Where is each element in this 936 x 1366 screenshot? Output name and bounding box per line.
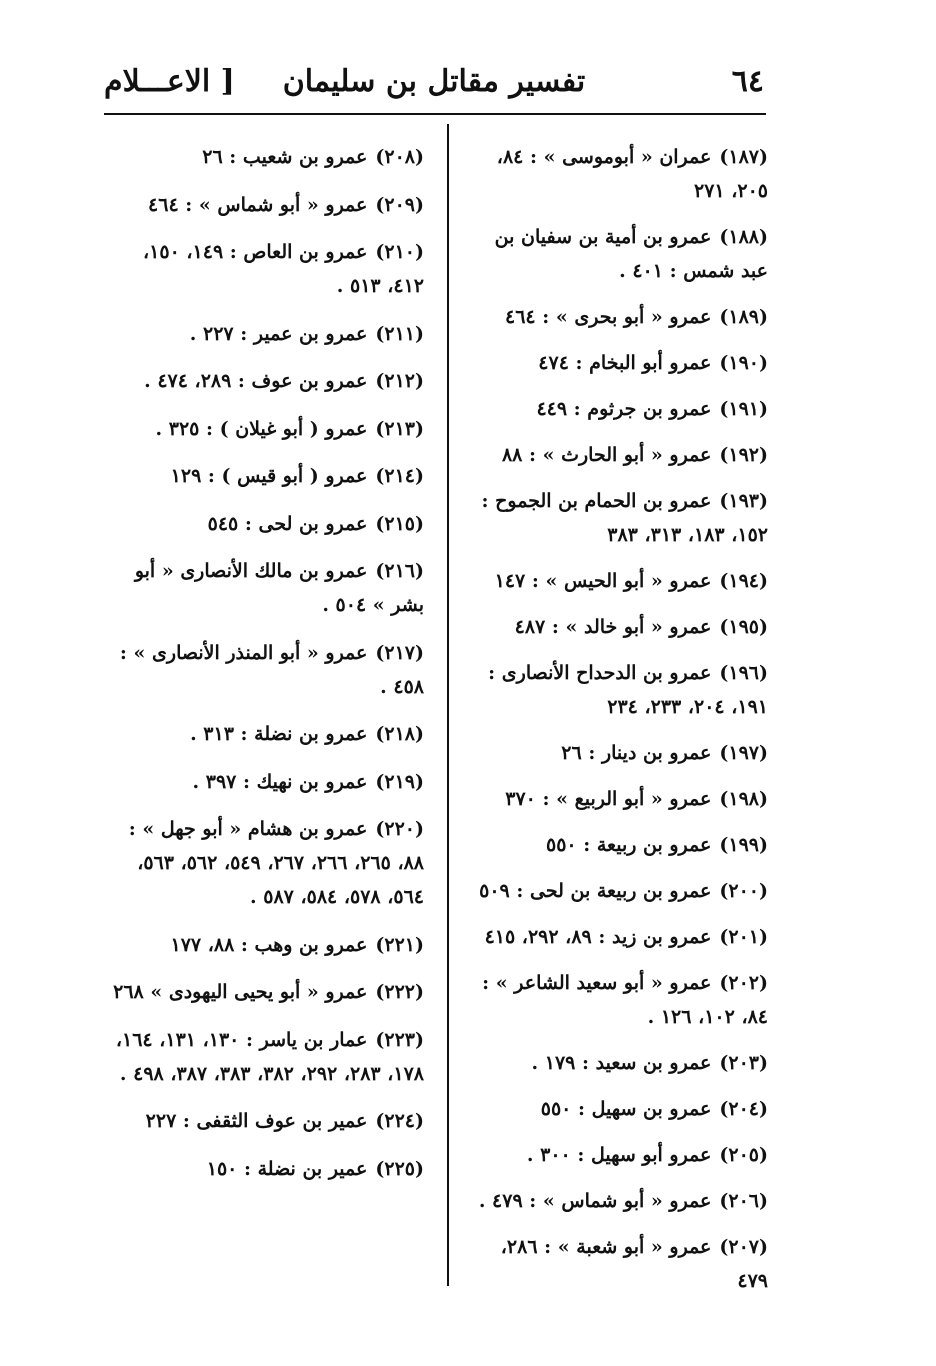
- index-entry: [468, 966, 768, 1034]
- entry-text: عمرو بن أمية بن سفيان بن عبد شمس : ٤٠١ .: [494, 226, 768, 282]
- entry-text: عمرو بن ربيعة بن لحى : ٥٠٩: [479, 880, 712, 902]
- index-entry: [104, 636, 424, 704]
- entry-text: عمار بن ياسر : ١٣٠، ١٣١، ١٦٤، ١٧٨، ٢٨٣، ٢٩٢، ٣٨٢، ٣٨٣، ٣٨٧، ٤٩٨ .: [115, 1028, 424, 1085]
- entry-text: عمرو بن نضلة : ٣١٣ .: [190, 723, 368, 745]
- entry-text: عمير بن عوف الثقفى : ٢٢٧: [145, 1110, 368, 1132]
- entry-text: عمرو بن لحى : ٥٤٥: [207, 512, 368, 535]
- entry-text: عمران « أبوموسى » : ٨٤، ٢٠٥، ٢٧١: [496, 146, 768, 202]
- index-entry: [468, 346, 768, 380]
- index-entry: [104, 554, 424, 622]
- index-entry: [468, 438, 768, 472]
- index-entry: [104, 1104, 424, 1138]
- entry-text: عمرو أبو البخام : ٤٧٤: [538, 352, 712, 374]
- entry-text: عمرو بن هشام « أبو جهل » : ٨٨، ٢٦٥، ٢٦٦، ٢٦٧، ٥٤٩، ٥٦٢، ٥٦٣، ٥٦٤، ٥٧٨، ٥٨٤، ٥٨٧ .: [128, 818, 424, 908]
- entry-number: (٢٠١): [719, 926, 768, 948]
- index-entry: [468, 300, 768, 334]
- index-entry: [104, 1152, 424, 1186]
- entry-number: (٢٠٨): [375, 146, 424, 168]
- index-entry: [104, 765, 424, 799]
- entry-number: (٢١٢): [375, 370, 424, 392]
- index-entry: [104, 235, 424, 303]
- entry-number: (١٨٩): [719, 306, 768, 328]
- index-entry: [104, 1023, 424, 1091]
- entry-number: (٢١٩): [375, 770, 424, 793]
- index-entry: [104, 717, 424, 751]
- section-heading: [ الاعـــلام: [104, 64, 235, 99]
- entry-text: عمرو « أبو شماس » : ٤٦٤: [148, 193, 368, 216]
- entry-text: عمرو « أبو الحيس » : ١٤٧: [494, 570, 712, 592]
- index-entry: [104, 412, 424, 446]
- entry-text: عمرو « أبو سعيد الشاعر » : ٨٤، ١٠٢، ١٢٦ .: [482, 972, 768, 1028]
- entry-number: (١٩٥): [719, 616, 768, 638]
- entry-text: عمرو بن سهيل : ٥٥٠: [540, 1098, 712, 1120]
- entry-text: عمرو بن عمير : ٢٢٧ .: [189, 322, 368, 345]
- entry-text: عمرو « أبو يحيى اليهودى » ٢٦٨: [113, 981, 368, 1003]
- entry-number: (٢٠٠): [719, 880, 768, 902]
- index-entry: [468, 140, 768, 208]
- entry-number: (٢٠٥): [719, 1144, 768, 1166]
- entry-number: (١٨٧): [719, 146, 768, 168]
- entry-text: عمرو بن ربيعة : ٥٥٠: [545, 834, 712, 856]
- entry-text: عمرو بن سعيد : ١٧٩ .: [531, 1052, 712, 1074]
- entry-number: (٢٠٦): [719, 1190, 768, 1212]
- entry-text: عمرو بن العاص : ١٤٩، ١٥٠، ٤١٢، ٥١٣ .: [143, 241, 424, 297]
- index-entry: [468, 1230, 768, 1298]
- index-entry: [468, 564, 768, 598]
- entry-number: (٢٢٤): [375, 1110, 424, 1132]
- entry-text: عمرو « أبو بحرى » : ٤٦٤: [505, 306, 712, 328]
- entry-text: عمرو بن وهب : ٨٨، ١٧٧: [170, 933, 368, 956]
- header-rule: [104, 113, 766, 115]
- entry-number: (٢٢٢): [375, 981, 424, 1003]
- entry-number: (٢٠٤): [719, 1098, 768, 1120]
- entry-number: (١٩١): [719, 398, 768, 420]
- entry-number: (٢١٠): [375, 241, 424, 263]
- entry-number: (٢١٣): [375, 417, 424, 440]
- index-entry: [468, 1138, 768, 1172]
- entry-number: (٢١٨): [375, 723, 424, 745]
- entry-text: عمرو بن نهيك : ٣٩٧ .: [192, 770, 368, 793]
- entry-number: (٢٠٢): [719, 972, 768, 994]
- index-entry: [468, 220, 768, 288]
- entry-text: عمرو « أبو الربيع » : ٣٧٠: [505, 788, 712, 810]
- entry-text: عمرو « أبو شماس » : ٤٧٩ .: [478, 1190, 712, 1212]
- entry-number: (٢٠٧): [719, 1236, 768, 1258]
- entry-number: (٢١٧): [375, 641, 424, 664]
- index-entry: [104, 140, 424, 174]
- page-number: ٦٤: [731, 64, 764, 99]
- index-entry: [468, 782, 768, 816]
- index-column-right: [468, 140, 768, 1310]
- entry-number: (١٩٩): [719, 834, 768, 856]
- index-entry: [468, 392, 768, 426]
- index-entry: [104, 188, 424, 222]
- entry-text: عمرو بن زيد : ٨٩، ٢٩٢، ٤١٥: [484, 926, 712, 948]
- entry-number: (٢٢٥): [375, 1157, 424, 1180]
- entry-number: (١٩٦): [719, 662, 768, 684]
- entry-text: عمرو بن شعيب : ٢٦: [202, 146, 368, 168]
- entry-number: (١٩٤): [719, 570, 768, 592]
- entry-text: عمرو بن الحمام بن الجموح : ١٥٢، ١٨٣، ٣١٣، ٣٨٣: [481, 490, 768, 546]
- entry-number: (٢٢٠): [375, 818, 424, 840]
- entry-number: (٢٠٩): [375, 193, 424, 216]
- entry-text: عمرو « أبو الحارث » : ٨٨: [501, 444, 712, 466]
- entry-number: (١٩٨): [719, 788, 768, 810]
- entry-number: (٢٢١): [375, 933, 424, 956]
- index-entry: [468, 736, 768, 770]
- entry-number: (٢١١): [375, 322, 424, 345]
- entry-number: (٢٢٣): [375, 1028, 424, 1051]
- entry-text: عمرو بن عوف : ٢٨٩، ٤٧٤ .: [144, 370, 368, 392]
- entry-number: (١٩٣): [719, 490, 768, 512]
- index-entry: [104, 317, 424, 351]
- index-entry: [104, 459, 424, 493]
- entry-text: عمرو بن جرثوم : ٤٤٩: [536, 398, 712, 420]
- entry-number: (٢١٦): [375, 560, 424, 582]
- entry-text: عمرو بن مالك الأنصارى « أبو بشر » ٥٠٤ .: [134, 560, 424, 616]
- column-divider: [447, 124, 449, 1286]
- entry-number: (١٩٧): [719, 742, 768, 764]
- index-entry: [468, 828, 768, 862]
- index-entry: [468, 484, 768, 552]
- index-column-left: [104, 140, 424, 1199]
- entry-text: عمرو « أبو المنذر الأنصارى » : ٤٥٨ .: [119, 641, 424, 698]
- entry-text: عمرو ( أبو قيس ) : ١٢٩: [170, 465, 368, 487]
- index-entry: [104, 507, 424, 541]
- entry-number: (١٩٢): [719, 444, 768, 466]
- index-entry: [104, 928, 424, 962]
- entry-text: عمرو ( أبو غيلان ) : ٣٢٥ .: [155, 417, 368, 440]
- index-entry: [104, 812, 424, 914]
- entry-number: (٢١٤): [375, 465, 424, 487]
- page-title: تفسير مقاتل بن سليمان: [282, 64, 586, 99]
- index-entry: [468, 874, 768, 908]
- index-entry: [468, 1046, 768, 1080]
- entry-text: عمرو « أبو خالد » : ٤٨٧: [514, 616, 712, 638]
- index-entry: [468, 1092, 768, 1126]
- entry-number: (١٩٠): [719, 352, 768, 374]
- index-entry: [468, 920, 768, 954]
- entry-text: عمرو بن الدحداح الأنصارى : ١٩١، ٢٠٤، ٢٣٣، ٢٣٤: [488, 662, 768, 718]
- index-entry: [468, 656, 768, 724]
- page-header: [104, 58, 764, 106]
- entry-text: عمرو « أبو شعبة » : ٢٨٦، ٤٧٩: [500, 1236, 768, 1292]
- index-entry: [468, 610, 768, 644]
- index-entry: [104, 364, 424, 398]
- index-entry: [104, 975, 424, 1009]
- entry-number: (١٨٨): [719, 226, 768, 248]
- entry-text: عمرو أبو سهيل : ٣٠٠ .: [526, 1144, 712, 1166]
- entry-number: (٢٠٣): [719, 1052, 768, 1074]
- entry-number: (٢١٥): [375, 512, 424, 535]
- entry-text: عمير بن نضلة : ١٥٠: [206, 1157, 368, 1180]
- entry-text: عمرو بن دينار : ٢٦: [561, 742, 712, 764]
- index-entry: [468, 1184, 768, 1218]
